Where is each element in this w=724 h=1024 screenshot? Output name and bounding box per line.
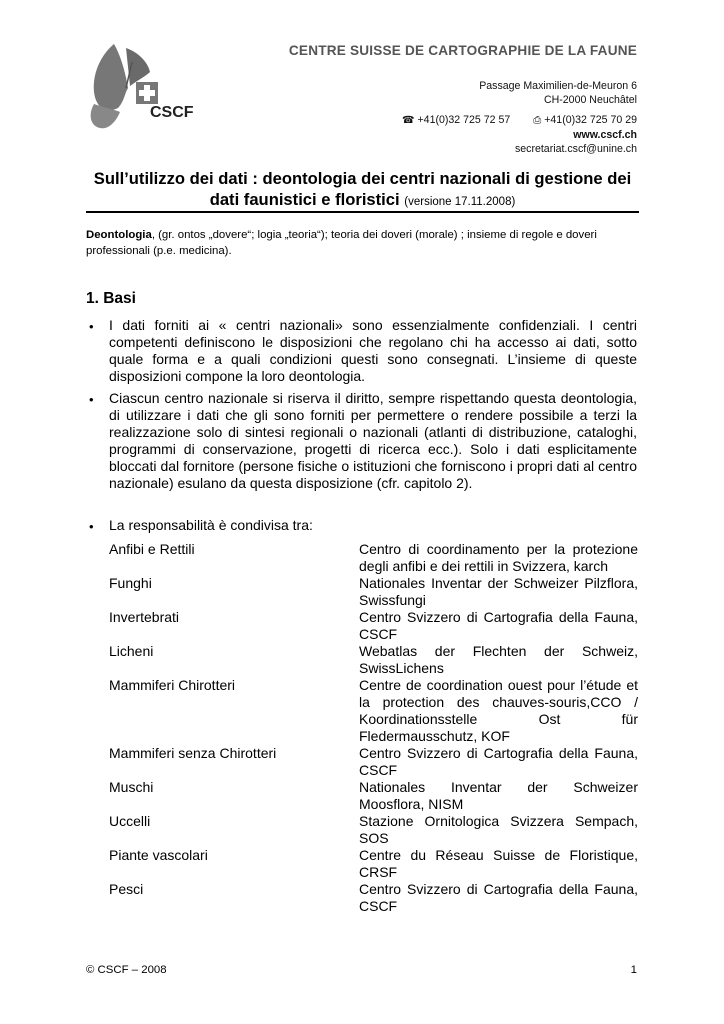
group-cell: Invertebrati bbox=[109, 609, 180, 625]
email-link[interactable]: secretariat.cscf@unine.ch bbox=[514, 143, 637, 155]
center-cell: Centro Svizzero di Cartografia della Fauna, CSCF bbox=[359, 881, 638, 914]
bullet-icon: • bbox=[89, 392, 94, 407]
center-cell: Centro di coordinamento per la protezione degli anfibi e dei rettili in Svizzera, karch bbox=[359, 541, 638, 574]
document-title bbox=[86, 168, 639, 213]
table-row bbox=[109, 779, 638, 813]
responsibility-table bbox=[109, 541, 638, 915]
address-block bbox=[479, 79, 637, 107]
center-cell: Centro Svizzero di Cartografia della Fauna, CSCF bbox=[359, 745, 638, 778]
title-version: (versione 17.11.2008) bbox=[404, 196, 516, 208]
fax-number: +41(0)32 725 70 29 bbox=[544, 114, 637, 126]
phone-number: +41(0)32 725 72 57 bbox=[417, 114, 511, 126]
address-line-2: CH-2000 Neuchâtel bbox=[543, 94, 637, 106]
table-row bbox=[109, 575, 638, 609]
group-cell: Mammiferi Chirotteri bbox=[109, 677, 236, 693]
group-cell: Anfibi e Rettili bbox=[109, 541, 195, 557]
group-cell: Funghi bbox=[109, 575, 152, 591]
title-underline bbox=[86, 211, 639, 213]
table-row bbox=[109, 677, 638, 745]
footer-copyright: © CSCF – 2008 bbox=[86, 964, 167, 976]
group-cell: Licheni bbox=[109, 643, 154, 659]
group-cell: Muschi bbox=[109, 779, 154, 795]
center-cell: Nationales Inventar der Schweizer Moosflora, NISM bbox=[359, 779, 638, 812]
bullet-paragraph-3: La responsabilità è condivisa tra: bbox=[109, 517, 313, 533]
cscf-logo bbox=[86, 42, 206, 132]
website-link[interactable]: www.cscf.ch bbox=[573, 129, 637, 141]
section-heading: 1. Basi bbox=[86, 290, 136, 307]
fax-icon: ⎙ bbox=[533, 115, 542, 126]
bullet-paragraph-1: I dati forniti ai « centri nazionali» sono essenzialmente confidenziali. I centri competenti definiscono le disposizioni che regolano chi ha accesso ai dati, sotto quale forma e a quali condizioni questi sono consegnati. L’insieme di queste disposizioni compone la loro deontologia. bbox=[109, 317, 637, 384]
table-row bbox=[109, 813, 638, 847]
table-row bbox=[109, 881, 638, 915]
table-row bbox=[109, 643, 638, 677]
bullet-icon: • bbox=[89, 319, 94, 334]
definition-term: Deontologia bbox=[86, 229, 152, 241]
bullet-paragraph-2: Ciascun centro nazionale si riserva il diritto, sempre rispettando questa deontologia, di utilizzare i dati che gli sono forniti per permettere o rendere possibile a terzi la realizzazione solo di sintesi regionali o nazionali (atlanti di distribuzione, cataloghi, programmi di conservazione, progetti di ricerca ecc.). Solo i dati esplicitamente bloccati dal fornitore (persone fisiche o istituzioni che forniscono i propri dati al centro nazionale) esulano da questa disposizione (cfr. capitolo 2). bbox=[109, 390, 637, 491]
definition-paragraph bbox=[86, 228, 639, 259]
group-cell: Piante vascolari bbox=[109, 847, 208, 863]
contact-block bbox=[402, 113, 637, 156]
center-cell: Webatlas der Flechten der Schweiz, SwissLichens bbox=[359, 643, 638, 676]
center-cell: Nationales Inventar der Schweizer Pilzflora, Swissfungi bbox=[359, 575, 638, 608]
phone-entry bbox=[402, 113, 510, 128]
footer-page-number: 1 bbox=[630, 964, 637, 976]
title-line-2: dati faunistici e floristici bbox=[209, 190, 400, 209]
phone-icon: ☎ bbox=[402, 115, 415, 126]
title-line-1: Sull’utilizzo dei dati : deontologia dei centri nazionali di gestione dei bbox=[93, 169, 632, 188]
center-cell: Stazione Ornitologica Svizzera Sempach, SOS bbox=[359, 813, 638, 846]
center-cell: Centro Svizzero di Cartografia della Fauna, CSCF bbox=[359, 609, 638, 642]
center-cell: Centre du Réseau Suisse de Floristique, CRSF bbox=[359, 847, 638, 880]
logo-text: CSCF bbox=[150, 104, 194, 121]
table-row bbox=[109, 847, 638, 881]
address-line-1: Passage Maximilien-de-Meuron 6 bbox=[479, 80, 637, 92]
fax-entry bbox=[533, 114, 637, 126]
group-cell: Mammiferi senza Chirotteri bbox=[109, 745, 277, 761]
center-cell: Centre de coordination ouest pour l’étude et la protection des chauves-souris,CCO / Koordinationsstelle Ost für Fledermausschutz, KOF bbox=[359, 677, 638, 744]
group-cell: Uccelli bbox=[109, 813, 151, 829]
bullet-icon: • bbox=[89, 519, 94, 534]
definition-text: , (gr. ontos „dovere“; logia „teoria“); teoria dei doveri (morale) ; insieme di regole e doveri professionali (p.e. medicina). bbox=[86, 229, 597, 257]
organization-name: CENTRE SUISSE DE CARTOGRAPHIE DE LA FAUNE bbox=[288, 43, 637, 58]
table-row bbox=[109, 541, 638, 575]
table-row bbox=[109, 609, 638, 643]
group-cell: Pesci bbox=[109, 881, 144, 897]
table-row bbox=[109, 745, 638, 779]
